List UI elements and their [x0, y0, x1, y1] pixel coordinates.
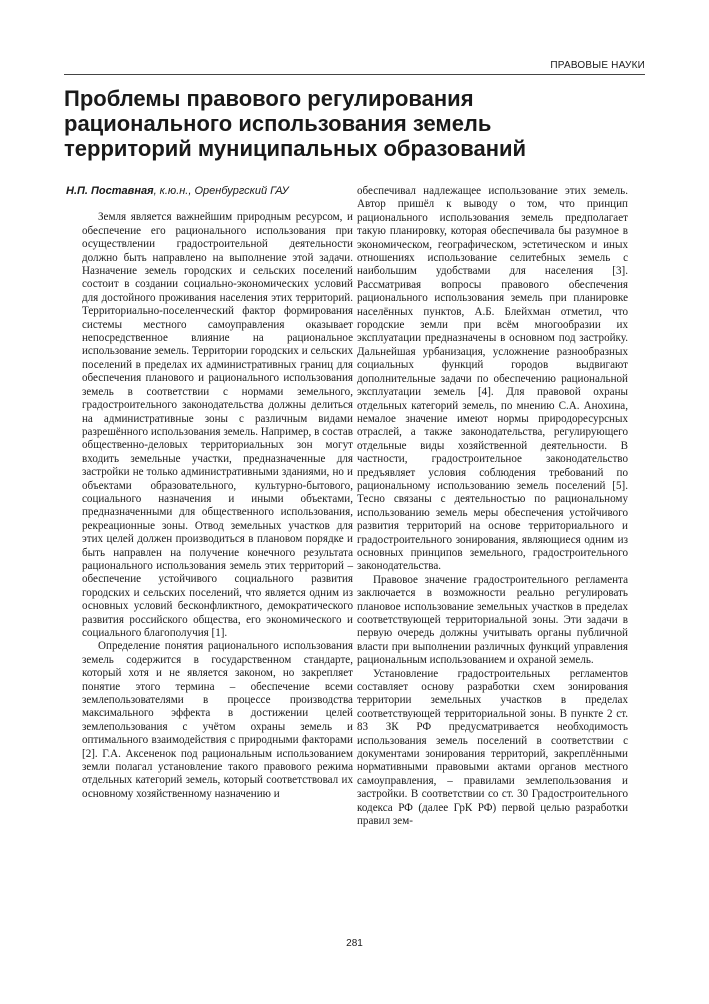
article-title: Проблемы правового регулирования рационального использования земель территорий муниципальных образований	[64, 86, 527, 161]
author-affiliation: , к.ю.н., Оренбургский ГАУ	[153, 185, 289, 197]
page-number: 281	[346, 938, 363, 949]
author-name: Н.П. Поставная	[66, 185, 154, 197]
right-column	[357, 185, 628, 829]
paragraph: Правовое значение градостроительного регламента заключается в возможности реально регулировать плановое использование земельных участков в пределах соответствующей территориальной зоны. Эти задачи в первую очередь должны учитывать органы публичной власти при выполнении различных функций управления рациональным использованием и охраной земель.	[357, 573, 628, 667]
paragraph: обеспечивал надлежащее использование этих земель. Автор пришёл к выводу о том, что принцип рационального использования земель предполагает такую планировку, которая обеспечивала бы разумное в экономическом, географическом, эстетическом и иных отношениях использование селитебных земель с наибольшим удобствами для населения [3]. Рассматривая вопросы правового обеспечения рационального использования земель при планировке населённых пунктов, А.Б. Блейхман отметил, что городские земли при всём многообразии их эксплуатации предназначены в основном под застройку. Дальнейшая урбанизация, усложнение разнообразных социальных функций городов выдвигают дополнительные задачи по обеспечению рациональной эксплуатации земель [4]. Для правовой охраны отдельных категорий земель, по мнению С.А. Анохина, немалое значение имеют нормы природоресурсных отраслей, а также законодательства, регулирующего отдельные виды хозяйственной деятельности. В частности, градостроительное законодательство предъявляет условия соблюдения требований по рациональному использованию земель поселений [5]. Тесно связаны с деятельностью по рациональному использованию земель меры обеспечения устойчивого развития территорий на основе территориального и градостроительного зонирования, являющиеся одним из основных принципов земельного, градостроительного законодательства.	[357, 185, 628, 573]
author-line	[66, 185, 353, 198]
paragraph: Земля является важнейшим природным ресурсом, и обеспечение его рационального использования при осуществлении градостроительной деятельности должно быть направлено на выполнение этой задачи. Назначение земель городских и сельских поселений состоит в создании социально-экономических условий для достойного проживания населения этих территорий. Территориально-поселенческий фактор формирования системы местного самоуправления оказывает непосредственное влияние на рациональное использование земель. Территории городских и сельских поселений в пределах их административных границ для обеспечения планового и рационального использования земель в соответствии с нормами земельного, градостроительного законодательства должны делиться на административные зоны с различным видами разрешённого использования земель. Например, в состав общественно-деловых территориальных зон могут входить земельные участки, предназначенные для застройки не только административными зданиями, но и объектами образовательного, культурно-бытового, социального назначения и иными объектами, предназначенными для общественного использования, рекреационные зоны. Отвод земельных участков для этих целей должен производиться в плановом порядке и быть направлен на получение конечного результата рационального использования земель этих территорий – обеспечение устойчивого социального развития городских и сельских поселений, что является одним из основных условий бесконфликтного, демократического развития российского общества, его экономического и социального благополучия [1].	[82, 211, 353, 639]
paragraph: Определение понятия рационального использования земель содержится в государственном стандарте, который хотя и не является законом, но закрепляет понятие этого термина – обеспечение всеми землепользователями в процессе производства максимального эффекта в достижении целей землепользования с учётом охраны земель и оптимального взаимодействия с природными факторами [2]. Г.А. Аксененок под рациональным использованием земли полагал установление такого правового режима отдельных категорий земель, который соответствовал их основному хозяйственному назначению и	[82, 640, 353, 800]
left-column	[66, 185, 353, 801]
section-header: ПРАВОВЫЕ НАУКИ	[550, 60, 645, 71]
paragraph: Установление градостроительных регламентов составляет основу разработки схем зонирования территории земельных участков в пределах соответствующей территориальной зоны. В пункте 2 ст. 83 ЗК РФ предусматривается необходимость использования земель поселений в соответствии с документами зонирования территорий, закреплёнными нормативными правовыми актами органов местного самоуправления, – правилами землепользования и застройки. В соответствии со ст. 30 Градостроительного кодекса РФ (далее ГрК РФ) первой целью разработки правил зем-	[357, 667, 628, 828]
header-rule	[64, 74, 645, 75]
